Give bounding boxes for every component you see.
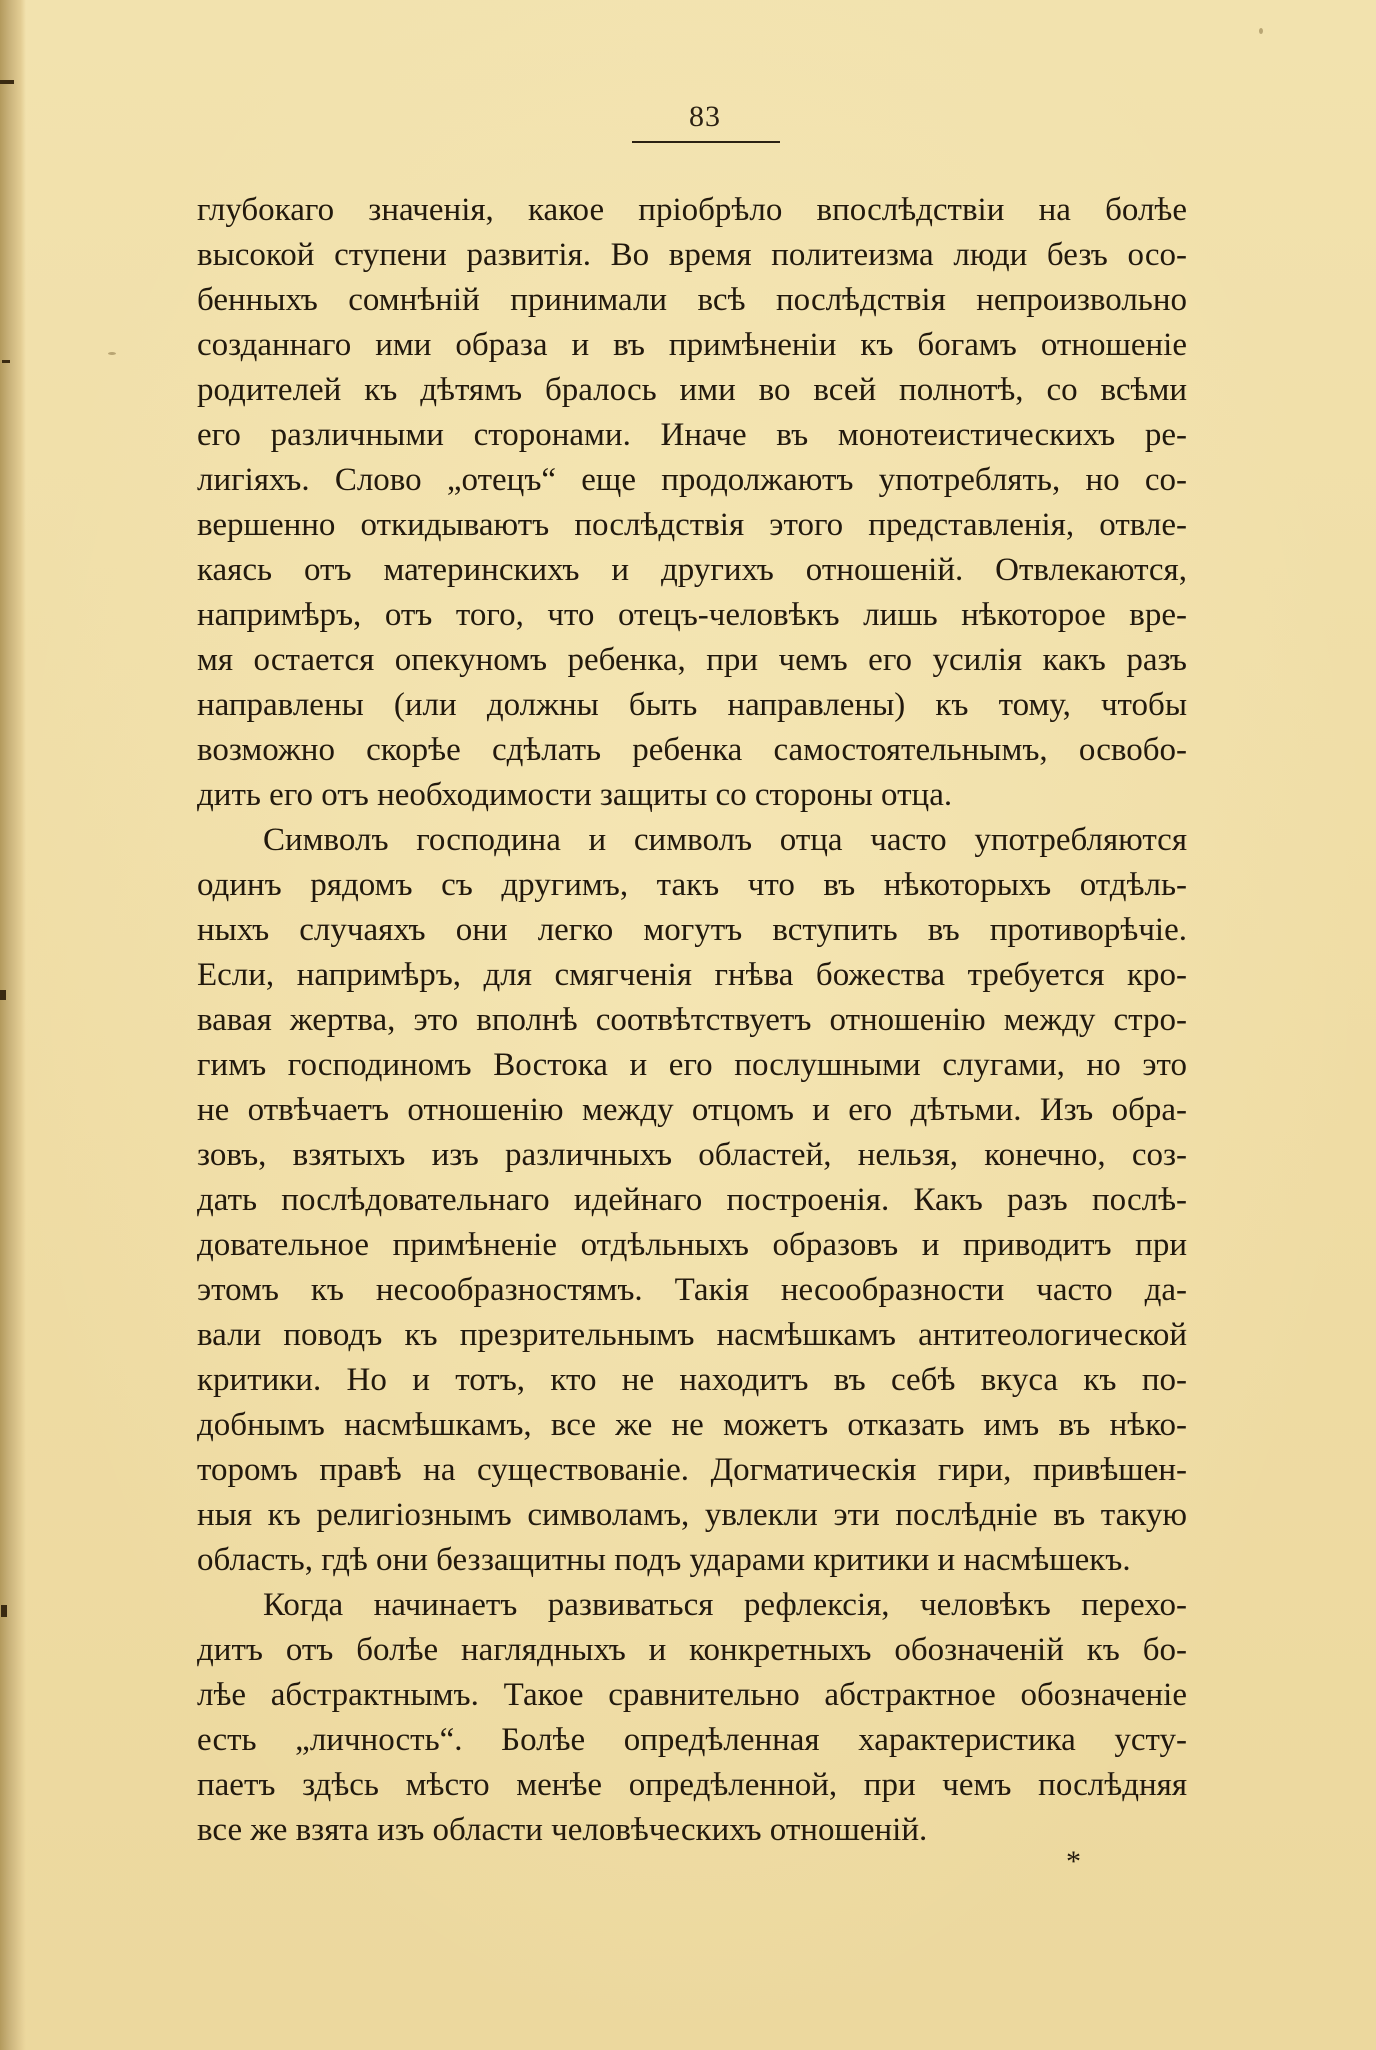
text-line: область, гдѣ они беззащитны подъ ударами критики и насмѣшекъ. — [197, 1542, 1131, 1578]
text-line: все же взята изъ области человѣческихъ отношеній. — [197, 1812, 928, 1848]
text-line: дитъ отъ болѣе наглядныхъ и конкретныхъ обозначеній къ бо- — [197, 1632, 1187, 1668]
text-line: гимъ господиномъ Востока и его послушными слугами, но это — [197, 1047, 1187, 1083]
text-line: вали поводъ къ презрительнымъ насмѣшкамъ антитеологической — [197, 1317, 1187, 1353]
text-line: торомъ правѣ на существованіе. Догматическія гири, привѣшен- — [197, 1452, 1187, 1488]
text-line: этомъ къ несообразностямъ. Такія несообразности часто да- — [197, 1272, 1187, 1308]
text-line: лѣе абстрактнымъ. Такое сравнительно абстрактное обозначеніе — [197, 1677, 1187, 1713]
paper-speck — [1259, 28, 1263, 34]
text-line: его различными сторонами. Иначе въ монотеистическихъ ре- — [197, 417, 1187, 453]
gutter-mark — [1, 1605, 7, 1617]
text-line: довательное примѣненіе отдѣльныхъ образовъ и приводитъ при — [197, 1227, 1187, 1263]
text-line: одинъ рядомъ съ другимъ, такъ что въ нѣкоторыхъ отдѣль- — [197, 867, 1187, 903]
text-line: критики. Но и тотъ, кто не находитъ въ себѣ вкуса къ по- — [197, 1362, 1187, 1398]
body-text — [197, 188, 1187, 1853]
text-line: Если, напримѣръ, для смягченія гнѣва божества требуется кро- — [197, 957, 1187, 993]
text-line: созданнаго ими образа и въ примѣненіи къ богамъ отношеніе — [197, 327, 1187, 363]
text-line: напримѣръ, отъ того, что отецъ-человѣкъ лишь нѣкоторое вре- — [197, 597, 1187, 633]
gutter-mark — [0, 990, 6, 1000]
text-line: направлены (или должны быть направлены) къ тому, чтобы — [197, 687, 1187, 723]
section-asterisk: * — [1066, 1845, 1081, 1878]
page-number-rule — [632, 141, 780, 143]
text-line: зовъ, взятыхъ изъ различныхъ областей, нельзя, конечно, соз- — [197, 1137, 1187, 1173]
page-number: 83 — [689, 100, 721, 133]
text-line: возможно скорѣе сдѣлать ребенка самостоятельнымъ, освобо- — [197, 732, 1187, 768]
text-line: ныхъ случаяхъ они легко могутъ вступить въ противорѣчіе. — [197, 912, 1187, 948]
text-line: Когда начинаетъ развиваться рефлексія, человѣкъ перехо- — [263, 1587, 1187, 1623]
text-line: дать послѣдовательнаго идейнаго построенія. Какъ разъ послѣ- — [197, 1182, 1187, 1218]
text-line: дить его отъ необходимости защиты со стороны отца. — [197, 777, 953, 813]
text-line: Символъ господина и символъ отца часто употребляются — [263, 822, 1187, 858]
text-line: есть „личность“. Болѣе опредѣленная характеристика усту- — [197, 1722, 1187, 1758]
paper-speck — [108, 352, 116, 355]
text-line: бенныхъ сомнѣній принимали всѣ послѣдствія непроизвольно — [197, 282, 1187, 318]
text-line: глубокаго значенія, какое пріобрѣло впослѣдствіи на болѣе — [197, 192, 1187, 228]
gutter-mark — [2, 360, 10, 363]
page-gutter — [0, 0, 26, 2050]
text-line: родителей къ дѣтямъ бралось ими во всей полнотѣ, со всѣми — [197, 372, 1187, 408]
text-line: лигіяхъ. Слово „отецъ“ еще продолжаютъ употреблять, но со- — [197, 462, 1187, 498]
text-line: каясь отъ материнскихъ и другихъ отношеній. Отвлекаются, — [197, 552, 1187, 588]
text-line: высокой ступени развитія. Во время политеизма люди безъ осо- — [197, 237, 1187, 273]
gutter-mark — [0, 80, 14, 84]
text-line: мя остается опекуномъ ребенка, при чемъ его усилія какъ разъ — [197, 642, 1187, 678]
text-line: вавая жертва, это вполнѣ соотвѣтствуетъ отношенію между стро- — [197, 1002, 1187, 1038]
text-line: паетъ здѣсь мѣсто менѣе опредѣленной, при чемъ послѣдняя — [197, 1767, 1187, 1803]
text-line: добнымъ насмѣшкамъ, все же не можетъ отказать имъ въ нѣко- — [197, 1407, 1187, 1443]
text-line: вершенно откидываютъ послѣдствія этого представленія, отвле- — [197, 507, 1187, 543]
text-line: не отвѣчаетъ отношенію между отцомъ и его дѣтьми. Изъ обра- — [197, 1092, 1187, 1128]
text-line: ныя къ религіознымъ символамъ, увлекли эти послѣдніе въ такую — [197, 1497, 1187, 1533]
